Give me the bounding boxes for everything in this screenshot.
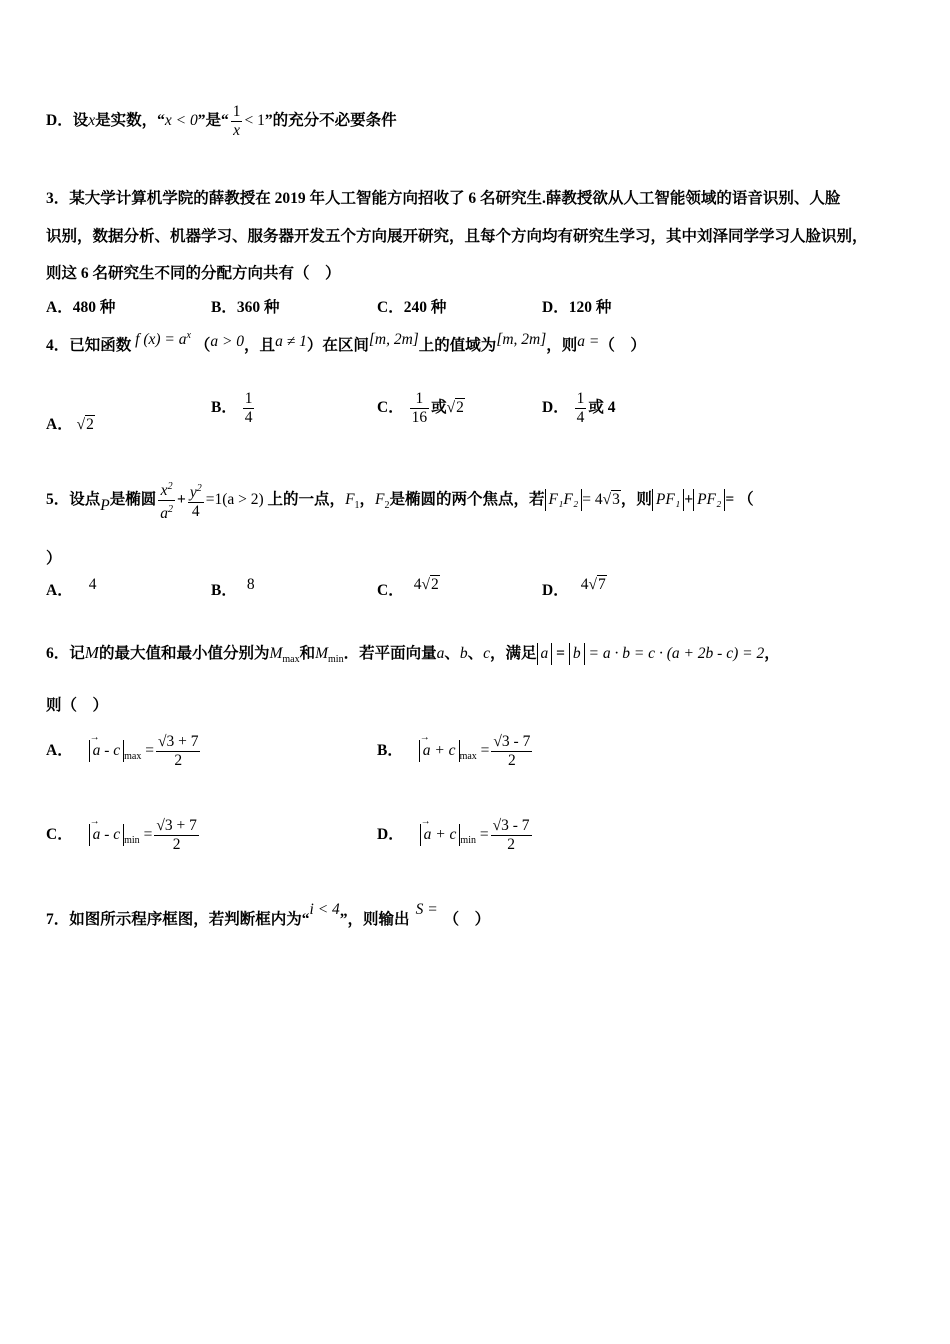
fraction [410,390,430,427]
point-p: P [100,497,110,515]
q6-option-b: B． → a + c $_{max}$ = $\frac{√3 - 7}{2}$ [377,733,534,770]
q6-t5: 、 [444,645,460,662]
abs-a: a [537,643,553,665]
label: D． [542,399,569,417]
q4-t7: （ ） [599,337,646,354]
radicand: 7 [597,576,606,593]
den: 4 [244,409,253,426]
m-text: M [315,645,329,662]
coef: 4 [413,576,422,593]
q6-line2: 则（ ） [46,697,109,714]
sqrt: √3 [602,491,620,509]
num: 1 [244,390,253,407]
q7-stem [46,901,491,929]
ellipse-frac-x [158,478,175,523]
func-sup: x [186,330,191,341]
radicand: 2 [430,576,439,593]
q5-eq: =1(a > 2) [205,491,264,509]
q4-option-b [211,390,256,427]
q4-c1: a > 0 [210,333,245,350]
q5-stem: 5．设点P是椭圆 $\frac{x^2}{a^2}$ + $\frac{y^2}{4}$ =1(a > 2) 上的一点，$F_1$，$F_2$是椭圆的两个焦点，若 F₁F₂ = 4√3，则 PF₁ + PF₂ = （ [46,478,754,523]
abs-pf1: PF₁ [652,489,684,511]
num: √3 + 7 [157,733,199,750]
fraction [491,817,532,854]
sub: max [124,751,142,763]
label: C． [377,582,404,599]
q2d-text3: ”的充分不必要条件 [264,112,397,130]
den: $a^2$ [160,504,173,522]
func-text: f (x) = a [135,331,187,348]
q5-t5: ，则 [620,491,652,509]
q5-t1: 5．设点 [46,491,101,509]
abs-expr: → a - c [89,824,125,846]
sqrt: √7 [588,576,606,593]
q5-t2: 是椭圆 [109,491,157,509]
label: A． [46,742,73,760]
label: A． [46,582,73,599]
q4-t2: （ [194,337,211,354]
q5-option-d [542,578,607,600]
q6-t7: ，满足 [490,645,537,662]
label: C． [46,826,73,844]
m-text: M [269,645,283,662]
ellipse-frac-y [188,480,204,521]
num-text: 3 + 7 [166,733,199,750]
num-text: 3 - 7 [501,733,531,750]
q4-range: [m, 2m] [496,331,547,348]
or: 或 4 [588,399,616,417]
num-text: 3 - 7 [501,817,530,834]
q4-interval: [m, 2m] [368,331,419,348]
q4-t4: ）在区间 [306,337,369,354]
q3-option-b: B．360 种 [211,299,280,316]
q7-t1: 7．如图所示程序框图，若判断框内为“ [46,911,310,928]
label: B． [211,582,237,599]
q4-option-d [542,390,615,427]
abs-expr: → a - c [89,740,125,762]
value [581,576,607,593]
fraction [154,817,199,854]
coef: 4 [580,576,589,593]
num: √3 - 7 [493,733,531,750]
frac-num: 1 [232,103,241,120]
q3-option-a: A．480 种 [46,299,116,316]
abs-pf2: PF₂ [693,489,725,511]
value: 8 [246,576,255,593]
sub: min [328,654,344,665]
num: 1 [576,390,585,407]
num: 1 [410,390,430,409]
radicand: 2 [456,399,464,417]
f1: $F_1$ [345,491,360,512]
abs-b: b [569,643,585,665]
q6-t1: 6．记 [46,645,85,662]
label: B． [377,742,403,760]
num: √3 - 7 [492,817,530,834]
radicand: 2 [86,416,94,433]
abs-f1f2: F₁F₂ [545,489,583,511]
radicand: 3 [612,491,620,509]
q4-stem [46,330,646,355]
vec-a: a [436,645,445,662]
q7-s: S = [415,901,438,918]
q4-c2: a ≠ 1 [275,333,307,350]
q6-t4: ．若平面向量 [343,645,437,662]
num-text: y [189,484,197,501]
or: 或 [431,399,447,417]
q6-t2: 的最大值和最小值分别为 [98,645,270,662]
q2d-text1: 是实数，“ [95,112,165,130]
label: D． [542,582,569,599]
q3-line3: 则这 6 名研究生不同的分配方向共有（ ） [46,265,341,282]
fraction [491,733,532,770]
q4-ask: a = [577,333,600,350]
plus: + [177,491,186,509]
num: √3 + 7 [156,817,197,834]
q7-t3: （ ） [443,911,491,928]
f1-text: F [345,491,355,509]
q2-option-d [46,103,397,140]
den: 2 [507,836,515,853]
sub: min [460,835,476,847]
q6-t3: 和 [299,645,316,662]
q4-t3: ，且 [244,337,276,354]
abs-expr: → a + c [420,824,461,846]
q5-t4: 是椭圆的两个焦点，若 [389,491,545,509]
q6-option-c: C． → a - c $_{min}$ = $\frac{√3 + 7}{2}$ [46,817,201,854]
q6-option-a: A． → a - c $_{max}$ = $\frac{√3 + 7}{2}$ [46,733,202,770]
fraction [575,390,587,427]
fraction [243,390,255,427]
value: 4 [88,576,97,593]
den: 16 [411,409,428,426]
den: 4 [191,503,200,520]
sub: min [124,835,140,847]
q5-line2: ） [46,550,62,567]
q2d-text2: ”是“ [197,112,229,130]
q5-t3: 上的一点， [267,491,346,509]
label: B． [211,399,237,417]
q5-option-a [46,578,96,600]
q6-cond: = a · b = c · (a + 2b - c) = 2 [588,645,765,662]
vec-b: b [459,645,468,662]
q7-t2: ”，则输出 [339,911,410,928]
m: M [84,643,99,662]
num: $x^2$ [158,478,175,501]
q4-t5: 上的值域为 [418,337,497,354]
den: 4 [576,409,585,426]
q4-t1: 4．已知函数 [46,337,132,354]
q2d-cond1: x < 0 [164,112,198,130]
q3-line2: 识别，数据分析、机器学习、服务器开发五个方向展开研究，且每个方向均有研究生学习，其中刘泽同学学习人脸识别， [46,228,868,245]
label: D． [377,826,404,844]
q2d-cond2: < 1 [244,112,265,130]
value [414,576,440,593]
q3-option-d: D．120 种 [542,299,612,316]
den: 2 [172,836,181,853]
q2d-label: D．设 [46,112,89,130]
q4-func [135,331,191,348]
q4-t6: ，则 [546,337,578,354]
q4-option-a [46,412,95,434]
den: 2 [508,752,516,769]
q3-option-c: C．240 种 [377,299,447,316]
sqrt: √2 [76,416,94,433]
sqrt: √2 [446,399,464,417]
q6-option-d: D． → a + c $_{min}$ = $\frac{√3 - 7}{2}$ [377,817,534,854]
q5-option-b [211,578,255,600]
q5-option-c [377,578,440,600]
m-max [269,645,300,665]
num: $y^2$ [188,480,204,503]
var-x: x [88,112,96,130]
q6-t6: 、 [467,645,484,662]
f2-text: F [375,491,385,509]
label: C． [377,399,404,417]
fraction [156,733,201,770]
q2d-fraction [231,103,243,140]
q7-cond: i < 4 [309,901,340,918]
num-text: 3 + 7 [164,817,197,834]
f2: $F_2$ [375,491,390,512]
q6-stem: 6．记M的最大值和最小值分别为$M_{max}$和$M_{min}$．若平面向量a、b、c，满足 a = b = a · b = c · (a + 2b - c) = 2， [46,643,780,665]
q5-t6: = （ [725,491,754,509]
q5-eq2: = 4 [582,491,603,509]
q3-line1: 3．某大学计算机学院的薛教授在 2019 年人工智能方向招收了 6 名研究生.薛教授欲从人工智能领域的语音识别、人脸 [46,190,841,207]
plus: + [684,491,694,509]
den-text: a [160,505,168,522]
den: 2 [174,752,183,769]
vec-c: c [483,645,491,662]
abs-expr: → a + c [419,740,460,762]
m-min [315,645,344,665]
sub: max [459,751,477,763]
num-text: x [160,482,168,499]
frac-den: x [233,122,241,139]
q4-option-c [377,390,465,427]
sub: max [282,654,300,665]
sqrt: √2 [421,576,439,593]
q6-t8: ， [764,645,780,662]
label: A． [46,416,73,433]
